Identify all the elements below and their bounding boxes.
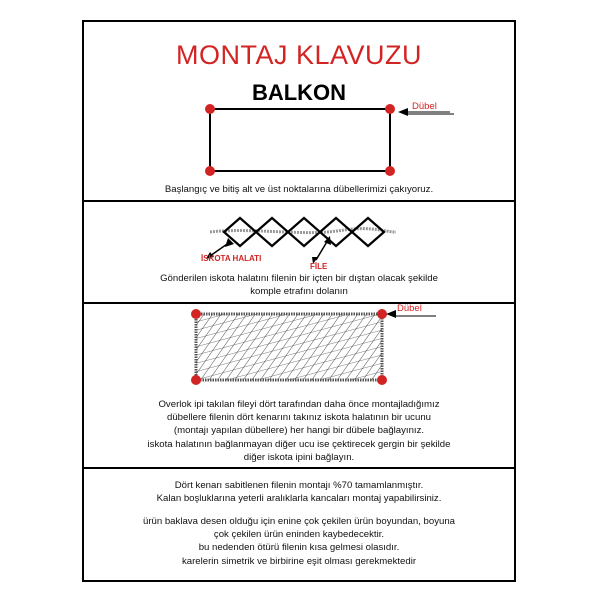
net-label: FİLE <box>310 262 328 271</box>
dowel-dot-icon <box>191 375 201 385</box>
dowel-label: Dübel <box>397 303 422 314</box>
dowel-dot-icon <box>377 309 387 319</box>
guide-frame <box>82 20 516 582</box>
dowel-dot-icon <box>377 375 387 385</box>
dowel-dot-icon <box>385 166 395 176</box>
step4-paragraph2: ürün baklava desen olduğu için enine çok çekilen ürün boyundan, boyuna çok çekilen ürün eninden kaybedecektir. bu nedenden ötürü filenin kısa gelmesi olasıdır. karelerin simetrik ve birbirine eşit olması gerekmektedir <box>142 516 456 567</box>
guide-title: MONTAJ KLAVUZU <box>175 40 423 70</box>
dowel-label: Dübel <box>412 101 437 112</box>
dowel-dot-icon <box>205 166 215 176</box>
rope-label: İSKOTA HALATI <box>201 254 262 263</box>
step3-caption: Overlok ipi takılan fileyi dört tarafından daha önce montajladığımız dübellere filenin dört kenarını takınız iskota halatının bir ucunu (montajı yapılan dübellere) her hangi bir dübele bağlayınız. iskota halatının bağlanmayan diğer ucu ise çektirecek gergin bir şekilde diğer iskota ipini bağlayın. <box>147 399 451 463</box>
balcony-heading: BALKON <box>251 80 347 105</box>
dowel-dot-icon <box>385 104 395 114</box>
mounted-net-diagram <box>84 302 518 402</box>
arrow-left-icon <box>398 108 408 116</box>
step4-paragraph1: Dört kenarı sabitlenen filenin montajı %70 tamamlanmıştır. Kalan boşluklarına yeterli aralıklarla kancaları montaj yapabilirsiniz. <box>156 480 442 505</box>
dowel-dot-icon <box>205 104 215 114</box>
arrow-left-icon <box>386 310 396 318</box>
dowel-dot-icon <box>191 309 201 319</box>
step1-caption: Başlangıç ve bitiş alt ve üst noktalarına dübellerimizi çakıyoruz. <box>164 184 434 195</box>
step2-caption: Gönderilen iskota halatını filenin bir içten bir dıştan olacak şekilde komple etrafını dolanın <box>160 273 438 298</box>
divider <box>84 467 514 469</box>
